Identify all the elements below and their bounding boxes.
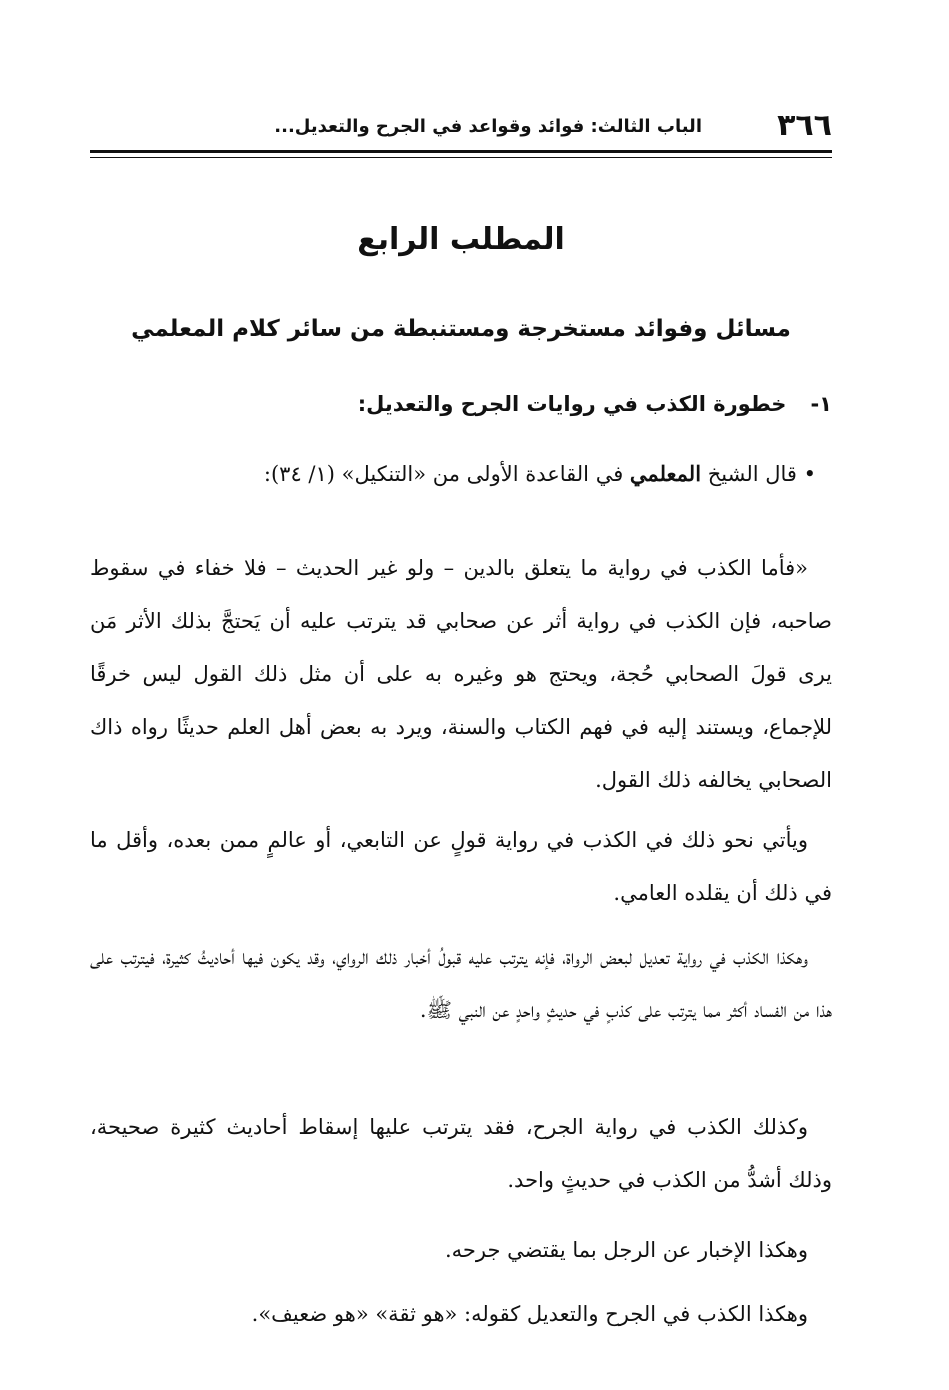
paragraph-3: وهكذا الكذب في رواية تعديل لبعض الرواة، فإنه يترتب عليه قبولُ أخبار ذلك الرواي، وقد يكون فيها أحاديثُ كثيرة، فيترتب على هذا من الفساد أكثر مما يترتب على كذبٍ في حديثٍ واحدٍ عن النبي ﷺ. — [90, 945, 832, 1022]
header-rule-thick — [90, 150, 832, 153]
heading-text: خطورة الكذب في روايات الجرح والتعديل: — [357, 392, 787, 416]
section-title: المطلب الرابع — [357, 222, 565, 257]
book-page — [90, 0, 832, 1390]
intro-after: في القاعدة الأولى من «التنكيل» (١/ ٣٤): — [263, 462, 630, 486]
chapter-title: الباب الثالث: فوائد وقواعد في الجرح والتعديل... — [274, 116, 702, 137]
numbered-heading — [358, 392, 832, 416]
intro-author-name: المعلمي — [629, 461, 702, 486]
paragraph-4: وكذلك الكذب في رواية الجرح، فقد يترتب عليها إسقاط أحاديث كثيرة صحيحة، وذلك أشدُّ من الكذب في حديثٍ واحد. — [90, 1115, 832, 1192]
intro-before: • قال الشيخ — [701, 462, 816, 486]
header-rule-thin — [90, 157, 832, 158]
paragraph-2: ويأتي نحو ذلك في الكذب في رواية قولٍ عن التابعي، أو عالمٍ ممن بعده، وأقل ما في ذلك أن يقلده العامي. — [90, 828, 832, 905]
section-subtitle: مسائل وفوائد مستخرجة ومستنبطة من سائر كلام المعلمي — [131, 316, 791, 342]
page-number: ٣٦٦ — [777, 108, 832, 143]
running-header — [90, 108, 832, 148]
intro-line — [264, 461, 816, 486]
heading-number: ١- — [810, 392, 832, 416]
paragraph-5: وهكذا الإخبار عن الرجل بما يقتضي جرحه. — [445, 1238, 808, 1262]
paragraph-6: وهكذا الكذب في الجرح والتعديل كقوله: «هو ثقة» «هو ضعيف». — [251, 1302, 808, 1326]
paragraph-1: «فأما الكذب في رواية ما يتعلق بالدين – ولو غير الحديث – فلا خفاء في سقوط صاحبه، فإن الكذب في رواية أثر عن صحابي قد يترتب عليه أن يَحتجَّ بذلك الأثر مَن يرى قولَ الصحابي حُجة، ويحتج هو وغيره به على أن مثل ذلك القول ليس خرقًا للإجماع، ويستند إليه في فهم الكتاب والسنة، ويرد به بعض أهل العلم حديثًا رواه ذاك الصحابي يخالفه ذلك القول. — [90, 556, 832, 792]
